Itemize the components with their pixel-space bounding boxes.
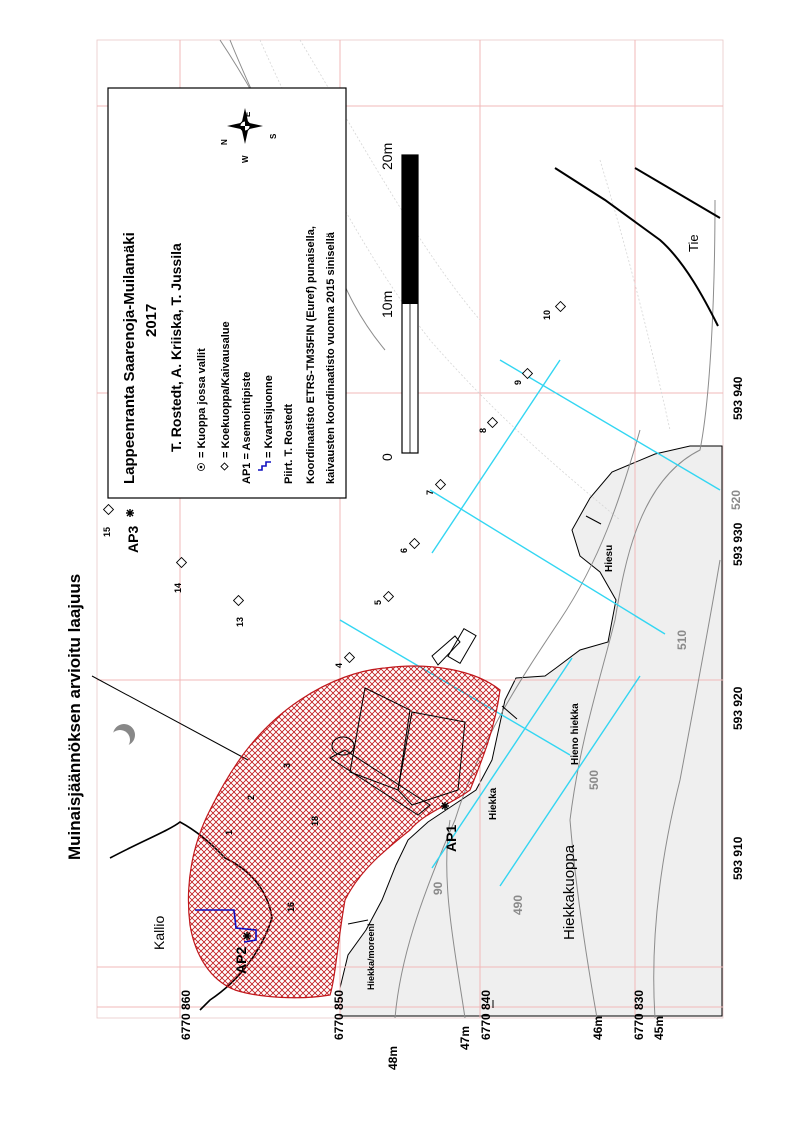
pit-number: 14 (173, 582, 183, 593)
east-label: 593 920 (731, 686, 745, 730)
pit-number: 5 (373, 599, 383, 605)
pit-number: 4 (334, 662, 344, 668)
test-pit (177, 558, 187, 568)
station-ap2: AP2 (233, 946, 249, 974)
pit-number: 3 (282, 762, 292, 768)
scale-bar (379, 143, 418, 461)
pit-number: 13 (235, 616, 245, 627)
elevation-label: 47m (458, 1025, 472, 1050)
pit-number: 1 (224, 829, 234, 835)
label-hieno-hiekka: Hieno hiekka (570, 703, 581, 765)
legend-drawn-by: Piirt. T. Rostedt (283, 403, 295, 484)
test-pit (488, 418, 498, 428)
pit-number: 6 (399, 547, 409, 553)
excavation-label: 510 (675, 629, 689, 650)
legend-coords-line1: Koordinaatisto ETRS-TM35FIN (Euref) punaisella, (305, 226, 317, 484)
pit-number: 9 (513, 379, 523, 385)
label-hiekka: Hiekka (488, 787, 499, 820)
pit-number: 18 (310, 815, 320, 826)
test-pit (104, 505, 114, 515)
east-label: 593 940 (731, 376, 745, 420)
legend-heading: Lappeenranta Saarenoja-Muilamäki (121, 232, 138, 484)
legend-item-pit: = Kuoppa jossa vallit (196, 348, 208, 458)
legend-item-station: AP1 = Asemointipiste (241, 371, 253, 484)
station-ap1: AP1 (443, 824, 459, 852)
test-pit (384, 592, 394, 602)
pit-number: 15 (102, 526, 112, 537)
label-hiesu: Hiesu (604, 544, 615, 572)
elevation-label: 45m (652, 1015, 666, 1040)
test-pit (523, 369, 533, 379)
test-pit (234, 596, 244, 606)
test-pit (436, 480, 446, 490)
grid-label-east (731, 376, 745, 880)
map-title: Muinaisjäännöksen arvioitu laajuus (65, 573, 84, 860)
excavation-label: 500 (587, 769, 601, 790)
compass-s: S (269, 133, 278, 139)
scale-zero: 0 (379, 453, 395, 461)
pit-with-rampart-symbol (110, 724, 135, 750)
label-kallio: Kallio (151, 915, 167, 950)
test-pit (410, 539, 420, 549)
legend-coords-line2: kaivausten koordinaatisto vuonna 2015 sinisellä (325, 232, 337, 484)
scale-end: 20m (379, 142, 395, 170)
pit-number: 16 (286, 901, 296, 912)
elevation-labels (386, 1016, 666, 1070)
compass-e: E (243, 111, 252, 117)
test-pit (345, 653, 355, 663)
label-hiekkakuoppa: Hiekkakuoppa (561, 844, 578, 940)
legend-box (108, 88, 346, 498)
pit-number: 2 (246, 794, 256, 800)
scale-mid: 10m (379, 290, 395, 318)
legend-year: 2017 (143, 303, 160, 337)
compass-n: N (220, 139, 229, 145)
legend-authors: T. Rostedt, A. Kriiska, T. Jussila (168, 243, 184, 452)
legend-item-quartz: = Kvartsijuonne (263, 375, 275, 458)
excavation-label: 490 (511, 894, 525, 915)
north-label: 6770 850 (332, 989, 346, 1040)
north-label: 6770 860 (179, 989, 193, 1040)
north-label: 6770 830 (632, 989, 646, 1040)
east-label: 593 910 (731, 836, 745, 880)
compass-w: W (241, 155, 250, 163)
pit-with-rampart-icon (198, 464, 205, 471)
excavation-label: 90 (431, 881, 445, 895)
station-ap3: AP3 (125, 525, 141, 553)
elevation-label: 46m (591, 1015, 605, 1040)
label-tie: Tie (686, 234, 701, 252)
pit-number: 8 (478, 427, 488, 433)
elevation-label: 48m (386, 1045, 400, 1070)
test-pit (556, 302, 566, 312)
north-label: 6770 840 (479, 989, 493, 1040)
pit-number: 10 (542, 309, 552, 320)
east-label: 593 930 (731, 522, 745, 566)
legend-item-test-pit: = Koekuoppa/Kaivausalue (220, 321, 232, 458)
excavation-label: 520 (729, 489, 743, 510)
pit-number: 7 (425, 489, 435, 495)
label-hiekka-moreeni: Hiekka/moreeni (366, 923, 376, 990)
